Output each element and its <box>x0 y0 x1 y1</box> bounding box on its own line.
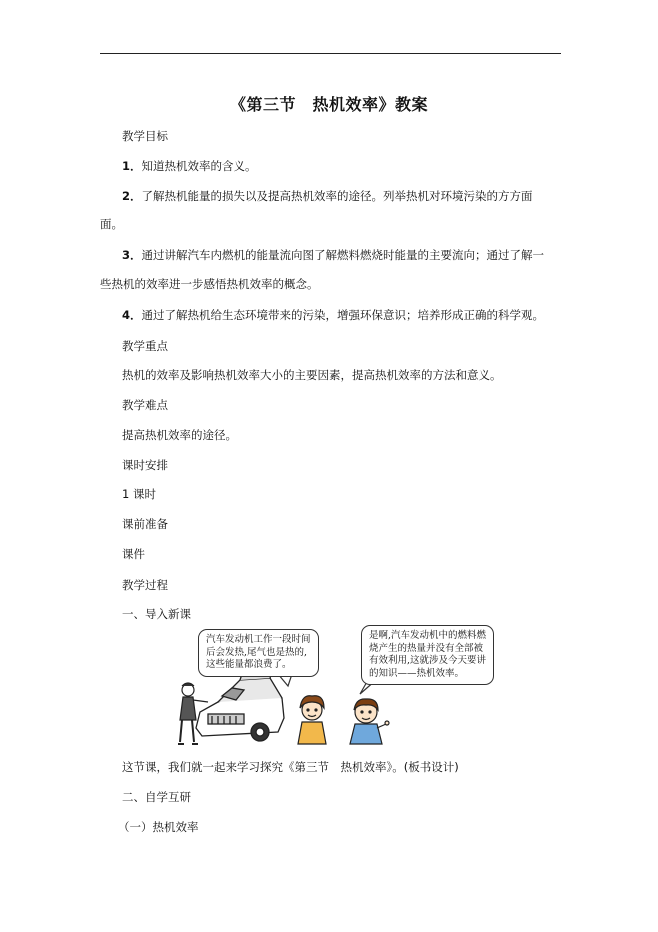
speech-bubble-right <box>361 625 494 685</box>
process-heading: 教学过程 <box>122 578 168 592</box>
goal-item-2-cont: 面。 <box>100 217 123 231</box>
goal-text: 了解热机能量的损失以及提高热机效率的途径。列举热机对环境污染的方方面 <box>141 189 533 203</box>
goal-item-3-cont: 些热机的效率进一步感悟热机效率的概念。 <box>100 277 319 291</box>
after-illustration-text: 这节课，我们就一起来学习探究《第三节 热机效率》。(板书设计) <box>122 760 459 774</box>
girl-figure-icon <box>298 696 326 744</box>
key-text: 热机的效率及影响热机效率大小的主要因素，提高热机效率的方法和意义。 <box>122 368 502 382</box>
speech-bubble-left <box>198 629 319 677</box>
bubble-line: 后会发热,尾气也是热的, <box>206 646 308 658</box>
bubble-line: 烧产生的热量并没有全部被 <box>369 642 484 654</box>
key-heading: 教学重点 <box>122 339 168 353</box>
difficulty-heading: 教学难点 <box>122 398 168 412</box>
sub-heading-efficiency: （一）热机效率 <box>118 820 199 834</box>
goal-text: 通过讲解汽车内燃机的能量流向图了解燃料燃烧时能量的主要流向；通过了解一 <box>141 248 545 262</box>
car-icon <box>196 666 284 741</box>
goal-item-2 <box>122 188 533 204</box>
goal-text: 通过了解热机给生态环境带来的污染，增强环保意识；培养形成正确的科学观。 <box>141 308 545 322</box>
goal-number: 3． <box>122 248 142 262</box>
difficulty-text: 提高热机效率的途径。 <box>122 428 237 442</box>
goal-text: 知道热机效率的含义。 <box>141 159 257 173</box>
self-study-heading: 二、自学互研 <box>122 790 191 804</box>
page-title: 《第三节 热机效率》教案 <box>229 95 428 114</box>
intro-heading: 一、导入新课 <box>122 607 191 621</box>
goal-item-3 <box>122 247 544 263</box>
goal-item-1 <box>122 158 257 174</box>
bubble-line: 这些能量都浪费了。 <box>206 659 292 670</box>
bubble-line: 汽车发动机工作一段时间 <box>206 634 311 645</box>
prep-text: 课件 <box>122 547 145 561</box>
bubble-line: 的知识——热机效率。 <box>369 667 465 679</box>
intro-illustration <box>178 628 487 748</box>
boy-figure-icon <box>350 699 389 744</box>
goal-number: 2． <box>122 189 142 203</box>
header-rule <box>100 53 561 54</box>
bubble-line: 有效利用,这就涉及今天要讲 <box>369 655 487 666</box>
goal-number: 4． <box>122 308 142 322</box>
bubble-line: 是啊,汽车发动机中的燃料燃 <box>369 630 487 641</box>
goal-heading: 教学目标 <box>122 129 168 143</box>
goal-item-4 <box>122 307 544 323</box>
schedule-heading: 课时安排 <box>122 458 168 472</box>
schedule-text: 1 课时 <box>122 487 156 501</box>
goal-number: 1． <box>122 159 142 173</box>
prep-heading: 课前准备 <box>122 517 168 531</box>
